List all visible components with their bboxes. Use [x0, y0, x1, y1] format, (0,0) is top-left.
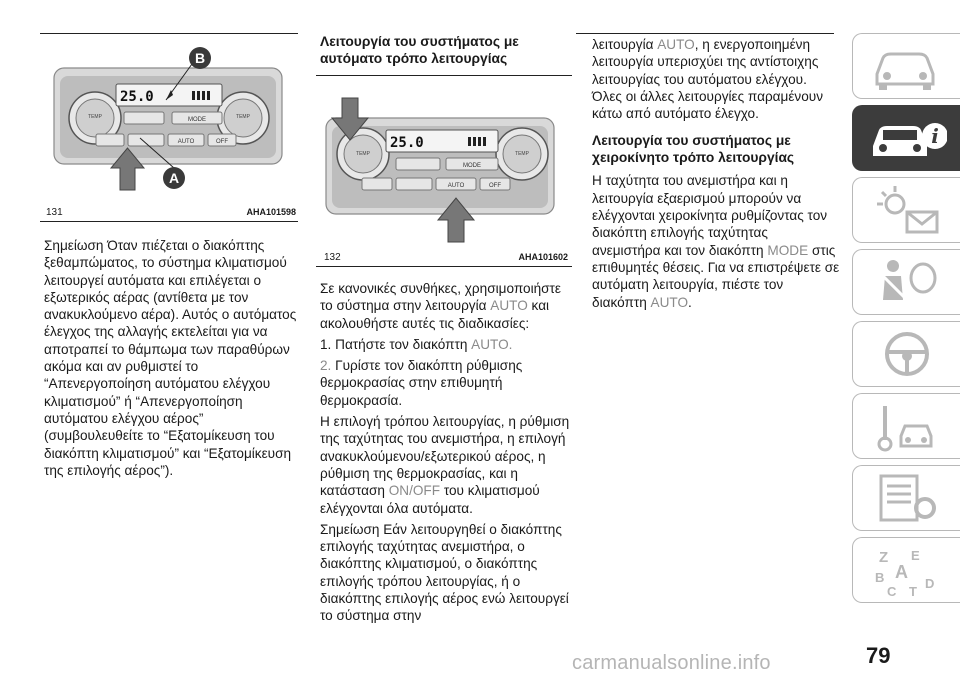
tab-emergency[interactable]: [852, 393, 960, 459]
tab-car-info[interactable]: [852, 105, 960, 171]
svg-text:E: E: [911, 548, 920, 563]
on-off-term: ON/OFF: [388, 483, 441, 499]
top-rule-col3: [576, 33, 834, 34]
alphabetical-index-icon: [867, 544, 947, 598]
note-defrost-paragraph: Σημείωση Όταν πιέζεται ο διακόπτης ξεθαμπώματος, το σύστημα κλιματισμού λειτουργεί αυτόματα και επιλέγεται ο εξωτερικός αέρας (αντίθετα με τον ανακυκλούμενο αέρα). Αυτός ο αυτόματος έλεγχος της αλλαγής εκτελείται για να αποτραπεί το θάμπωμα των παραθύρων ακόμα και αν ρυθμιστεί το “Απενεργοποίηση αυτόματου ελέγχου κλιματισμού” ή “Απενεργοποίηση αυτόματου ελέγχου αέρος” (συμβουλευθείτε το “Εξατομίκευση του διακόπτη κλιματισμού” και “Εξατομίκευση της επιλογής αέρος”).: [44, 238, 297, 478]
temp-left-label: TEMP: [88, 114, 102, 120]
temp-right-label: TEMP: [236, 114, 250, 120]
step-1: 1. Πατήστε τον διακόπτη AUTO.: [320, 336, 513, 352]
svg-text:T: T: [909, 584, 917, 598]
auto-term: AUTO: [490, 298, 528, 314]
figure-131: [40, 40, 298, 200]
column-2-body: [320, 280, 572, 629]
step-2: 2. Γυρίστε τον διακόπτη ρύθμισης θερμοκρασίας στην επιθυμητή θερμοκρασία.: [320, 358, 523, 408]
top-rule-col1: [40, 33, 298, 34]
mode-term: MODE: [767, 242, 809, 258]
mode-button-label: MODE: [188, 117, 206, 123]
column-3: [592, 36, 840, 315]
auto-control-paragraph: Η επιλογή τρόπου λειτουργίας, η ρύθμιση της ταχύτητας του ανεμιστήρα, η επιλογή ανακυκλούμενου/εξωτερικού αέρος, η ρύθμιση της θερμοκρασίας, και η κατάσταση ON/OFF του κλιματισμού ελέγχονται όλα αυτόματα.: [320, 414, 570, 516]
svg-text:D: D: [925, 576, 935, 591]
figure-131-rule: [40, 221, 298, 222]
temp-left-label: TEMP: [356, 151, 370, 157]
mode-button-label: MODE: [463, 163, 481, 169]
column-1: [44, 237, 300, 483]
column-2: [320, 33, 570, 73]
temp-right-label: TEMP: [515, 151, 529, 157]
continued-paragraph: λειτουργία AUTO, η ενεργοποιημένη λειτουργία υπερισχύει της αντίστοιχης λειτουργίας του αυτόματου ελέγχου. Όλες οι άλλες λειτουργίες παραμένουν κάτω από αυτόματο έλεγχο.: [592, 37, 824, 122]
svg-text:B: B: [875, 570, 885, 585]
note-paragraph: Σημείωση Εάν λειτουργηθεί ο διακόπτης επιλογής ταχύτητας ανεμιστήρα, ο διακόπτης κλιματισμού, ο διακόπτης επιλογής τρόπου λειτουργίας, ή ο διακόπτης επιλογής αέρος ενώ λειτουργεί το σύστημα στην: [320, 521, 569, 624]
figure-number: 131: [46, 207, 63, 218]
manual-paragraph: Η ταχύτητα του ανεμιστήρα και η λειτουργία εξαερισμού μπορούν να ελέγχονται χειροκίνητα ρυθμίζοντας τον διακόπτη επιλογής ταχύτητας ανεμιστήρα και τον διακόπτη MODE στις επιθυμητές θέσεις. Για να επιστρέψετε σε αυτόματη λειτουργία, πιέστε τον διακόπτη AUTO.: [592, 173, 840, 310]
callout-b: B: [194, 50, 206, 66]
figure-132: [318, 96, 570, 244]
column-2-rule: [316, 75, 572, 76]
svg-text:A: A: [895, 562, 908, 582]
tab-driving[interactable]: [852, 321, 960, 387]
svg-text:Z: Z: [879, 549, 889, 566]
figure-number: 132: [324, 252, 341, 263]
auto-button-label: AUTO: [447, 183, 465, 189]
tab-car-front[interactable]: [852, 33, 960, 99]
tab-index[interactable]: [852, 537, 960, 603]
intro-paragraph: Σε κανονικές συνθήκες, χρησιμοποιήστε το σύστημα στην λειτουργία AUTO και ακολουθήστε αυτές τις διαδικασίες:: [320, 281, 561, 331]
tab-maintenance[interactable]: [852, 465, 960, 531]
tab-warning-lights[interactable]: [852, 177, 960, 243]
auto-button-label: AUTO: [177, 139, 195, 145]
car-front-icon: [867, 40, 947, 94]
car-info-icon: [867, 112, 947, 166]
section-heading-manual: Λειτουργία του συστήματος με χειροκίνητο τρόπο λειτουργίας: [592, 133, 795, 166]
tab-safety[interactable]: [852, 249, 960, 315]
off-button-label: OFF: [489, 183, 501, 189]
car-tools-icon: [867, 400, 947, 454]
figure-132-caption: [324, 252, 568, 263]
off-button-label: OFF: [216, 139, 228, 145]
figure-132-rule: [316, 266, 572, 267]
lcd-temperature: 25.0: [390, 135, 424, 151]
svg-text:i: i: [931, 124, 939, 148]
svg-text:C: C: [887, 584, 897, 598]
page-number: 79: [866, 643, 891, 668]
auto-term: AUTO: [657, 37, 695, 52]
auto-term: AUTO: [650, 294, 689, 310]
lcd-temperature: 25.0: [120, 89, 154, 105]
section-heading-auto: Λειτουργία του συστήματος με αυτόματο τρόπο λειτουργίας: [320, 34, 519, 66]
service-checklist-icon: [867, 472, 947, 526]
auto-term: AUTO.: [471, 336, 513, 352]
warning-light-icon: [867, 184, 947, 238]
figure-131-caption: [46, 207, 296, 218]
watermark: carmanualsonline.info: [572, 652, 771, 674]
figure-code: AHA101602: [518, 252, 568, 262]
steering-wheel-icon: [867, 328, 947, 382]
callout-a: A: [168, 170, 180, 186]
seatbelt-airbag-icon: [867, 256, 947, 310]
figure-code: AHA101598: [246, 207, 296, 217]
